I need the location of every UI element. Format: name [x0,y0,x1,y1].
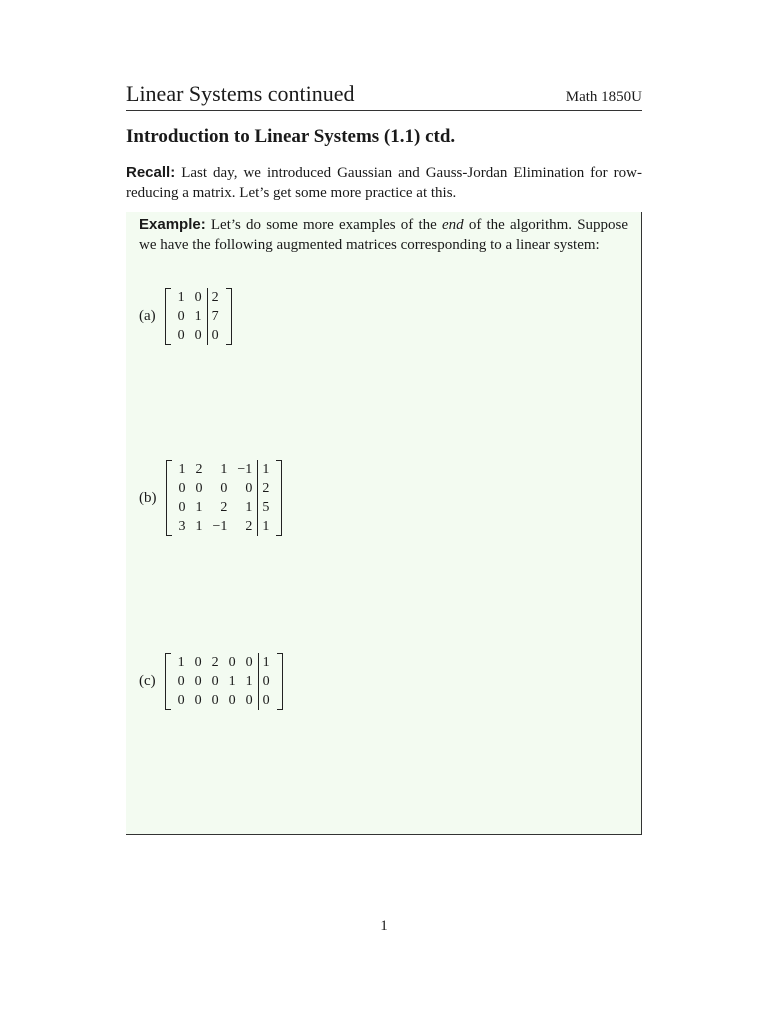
matrix-row [173,288,224,307]
matrix-entry: 0 [177,309,185,324]
matrix-row [173,672,275,691]
augmented-matrix [173,288,224,345]
augmented-matrix [174,460,275,536]
matrix-row [173,326,224,345]
example-box [126,212,642,835]
example-part-a [139,288,232,345]
augmented-entry: 0 [258,691,275,710]
matrix-entry: 1 [194,309,202,324]
matrix-entry: 2 [220,500,228,515]
matrix-entry: 1 [177,655,185,670]
augmented-entry: 2 [258,479,275,498]
matrix-entry: 0 [228,693,236,708]
example-paragraph [139,215,628,255]
right-bracket [276,460,282,536]
augmented-matrix [173,653,275,710]
augmented-entry: 7 [207,307,224,326]
matrix-entry: 0 [194,290,202,305]
matrix-entry: 0 [245,693,253,708]
recall-paragraph [126,163,642,203]
matrix-entry: 0 [245,655,253,670]
matrix-entry: 0 [178,500,186,515]
example-part-c [139,653,283,710]
left-bracket [166,460,172,536]
matrix-entry: 1 [220,462,228,477]
matrix-entry: 0 [211,693,219,708]
matrix-entry: 0 [194,328,202,343]
matrix-row [174,460,275,479]
example-text-before: Let’s do some more examples of the [210,217,437,233]
right-bracket [277,653,283,710]
matrix-entry: 0 [220,481,228,496]
running-header [126,82,642,111]
left-bracket [165,288,171,345]
matrix-entry: 2 [211,655,219,670]
augmented-entry: 0 [207,326,224,345]
matrix-row [173,653,275,672]
matrix-entry: 0 [228,655,236,670]
section-title: Introduction to Linear Systems (1.1) ctd. [126,126,456,147]
matrix-entry: −1 [212,519,228,534]
augmented-entry: 2 [207,288,224,307]
matrix-entry: 2 [195,462,203,477]
matrix-entry: 1 [178,462,186,477]
matrix-entry: 3 [178,519,186,534]
matrix-entry: 0 [245,481,253,496]
example-label: Example: [139,216,206,233]
matrix-row [174,517,275,536]
header-course: Math 1850U [565,89,642,105]
page-number: 1 [380,918,388,934]
matrix-entry: 0 [178,481,186,496]
header-title: Linear Systems continued [126,81,355,106]
matrix-entry: 0 [194,674,202,689]
augmented-entry: 1 [258,460,275,479]
augmented-entry: 1 [258,653,275,672]
matrix-entry: 0 [177,693,185,708]
left-bracket [165,653,171,710]
augmented-entry: 5 [258,498,275,517]
matrix-entry: 1 [195,500,203,515]
matrix-entry: 1 [177,290,185,305]
example-emphasis: end [441,217,464,233]
part-label: (a) [139,308,156,324]
right-bracket [226,288,232,345]
matrix-entry: 0 [211,674,219,689]
example-text-after: of the algorithm. Suppose we have the following augmented matrices corresponding to a linear system: [139,217,629,253]
part-label: (c) [139,673,156,689]
matrix-entry: 1 [245,500,253,515]
matrix-entry: 0 [195,481,203,496]
matrix-entry: 1 [195,519,203,534]
matrix-entry: 1 [228,674,236,689]
recall-label: Recall: [126,164,176,181]
recall-text: Last day, we introduced Gaussian and Gauss-Jordan Elimination for row-reducing a matrix. Let’s get some more practice at this. [126,165,642,201]
matrix-entry: 0 [194,693,202,708]
matrix-row [174,479,275,498]
matrix-entry: 2 [245,519,253,534]
part-label: (b) [139,489,157,506]
augmented-entry: 1 [258,517,275,536]
matrix-entry: 0 [194,655,202,670]
augmented-entry: 0 [258,672,275,691]
matrix-row [174,498,275,517]
matrix-entry: 0 [177,328,185,343]
matrix-row [173,307,224,326]
matrix-entry: 0 [177,674,185,689]
matrix-entry: −1 [237,462,253,477]
example-part-b [139,460,282,536]
matrix-entry: 1 [245,674,253,689]
matrix-row [173,691,275,710]
